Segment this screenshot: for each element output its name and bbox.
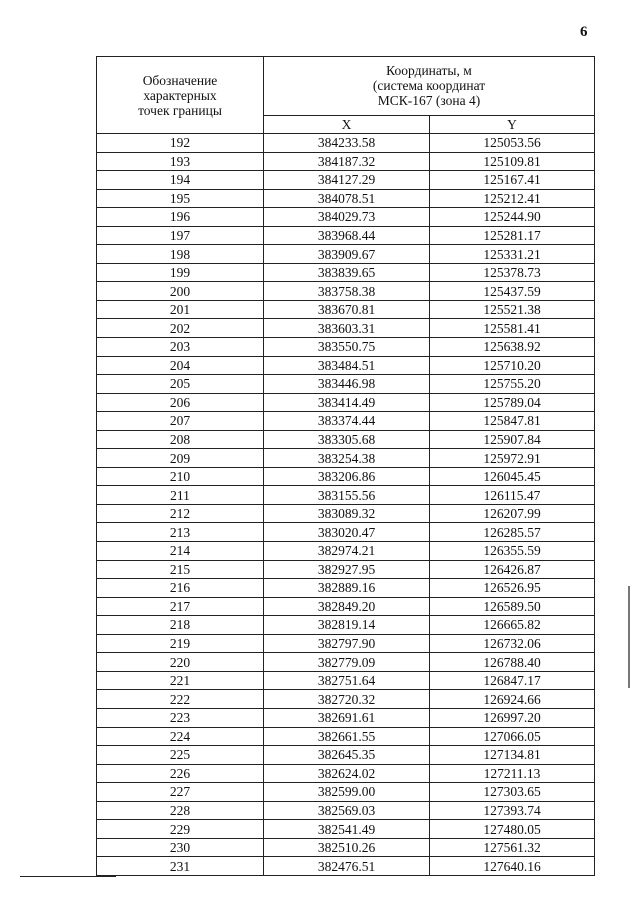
point-number-cell: 220 — [97, 653, 264, 672]
table-row — [97, 727, 595, 746]
point-number-cell: 208 — [97, 430, 264, 449]
point-number-cell: 202 — [97, 319, 264, 338]
y-coordinate-cell: 125581.41 — [430, 319, 595, 338]
x-coordinate-cell: 382751.64 — [264, 671, 430, 690]
x-coordinate-cell: 382797.90 — [264, 634, 430, 653]
point-number-cell: 207 — [97, 412, 264, 431]
y-coordinate-cell: 126589.50 — [430, 597, 595, 616]
x-coordinate-cell: 382599.00 — [264, 783, 430, 802]
point-number-cell: 224 — [97, 727, 264, 746]
x-coordinate-cell: 384127.29 — [264, 171, 430, 190]
y-coordinate-cell: 127561.32 — [430, 838, 595, 857]
table-row — [97, 542, 595, 561]
table-row — [97, 226, 595, 245]
y-coordinate-cell: 126924.66 — [430, 690, 595, 709]
table-row — [97, 245, 595, 264]
table-row — [97, 134, 595, 153]
point-label-line: Обозначение — [142, 72, 218, 88]
footnote-rule — [20, 876, 116, 877]
x-coordinate-cell: 383758.38 — [264, 282, 430, 301]
table-row — [97, 263, 595, 282]
table-row — [97, 300, 595, 319]
x-coordinate-cell: 382645.35 — [264, 746, 430, 765]
y-coordinate-cell: 125972.91 — [430, 449, 595, 468]
table-row — [97, 504, 595, 523]
point-number-cell: 221 — [97, 671, 264, 690]
point-number-cell: 218 — [97, 616, 264, 635]
y-coordinate-cell: 126355.59 — [430, 542, 595, 561]
point-number-cell: 225 — [97, 746, 264, 765]
point-number-cell: 196 — [97, 208, 264, 227]
point-number-cell: 219 — [97, 634, 264, 653]
table-row — [97, 708, 595, 727]
table-row — [97, 560, 595, 579]
x-coordinate-cell: 383603.31 — [264, 319, 430, 338]
x-coordinate-cell: 382849.20 — [264, 597, 430, 616]
point-label-line: точек границы — [138, 102, 222, 118]
y-coordinate-cell: 126788.40 — [430, 653, 595, 672]
x-coordinate-cell: 382541.49 — [264, 820, 430, 839]
x-coordinate-cell: 383155.56 — [264, 486, 430, 505]
x-coordinate-cell: 382720.32 — [264, 690, 430, 709]
x-coordinate-cell: 384029.73 — [264, 208, 430, 227]
point-number-cell: 230 — [97, 838, 264, 857]
point-number-cell: 213 — [97, 523, 264, 542]
y-coordinate-cell: 125907.84 — [430, 430, 595, 449]
x-coordinate-cell: 383550.75 — [264, 338, 430, 357]
table-body — [97, 134, 595, 876]
table-row — [97, 393, 595, 412]
point-number-cell: 192 — [97, 134, 264, 153]
coordinates-header-line: Координаты, м — [386, 63, 472, 79]
x-coordinate-cell: 384187.32 — [264, 152, 430, 171]
table-row — [97, 338, 595, 357]
y-coordinate-cell: 125521.38 — [430, 300, 595, 319]
x-coordinate-cell: 383484.51 — [264, 356, 430, 375]
point-number-cell: 223 — [97, 708, 264, 727]
x-coordinate-cell: 383446.98 — [264, 375, 430, 394]
x-coordinate-cell: 383414.49 — [264, 393, 430, 412]
y-coordinate-cell: 126115.47 — [430, 486, 595, 505]
x-coordinate-cell: 383839.65 — [264, 263, 430, 282]
point-number-cell: 215 — [97, 560, 264, 579]
coordinates-header-line: МСК-167 (зона 4) — [377, 93, 481, 109]
x-coordinate-cell: 382510.26 — [264, 838, 430, 857]
table-row — [97, 579, 595, 598]
point-label-header — [97, 57, 264, 134]
point-number-cell: 209 — [97, 449, 264, 468]
x-coordinate-cell: 382624.02 — [264, 764, 430, 783]
x-coordinate-cell: 383254.38 — [264, 449, 430, 468]
margin-mark — [628, 586, 630, 688]
x-coordinate-cell: 383374.44 — [264, 412, 430, 431]
x-coordinate-cell: 382569.03 — [264, 801, 430, 820]
point-number-cell: 210 — [97, 467, 264, 486]
table-row — [97, 801, 595, 820]
table-row — [97, 467, 595, 486]
point-number-cell: 195 — [97, 189, 264, 208]
y-coordinate-cell: 125710.20 — [430, 356, 595, 375]
point-number-cell: 203 — [97, 338, 264, 357]
table-header — [97, 57, 595, 134]
x-coordinate-cell: 383089.32 — [264, 504, 430, 523]
point-number-cell: 199 — [97, 263, 264, 282]
x-coordinate-cell: 383909.67 — [264, 245, 430, 264]
y-coordinate-cell: 125212.41 — [430, 189, 595, 208]
y-coordinate-cell: 125437.59 — [430, 282, 595, 301]
point-number-cell: 200 — [97, 282, 264, 301]
y-coordinate-cell: 126665.82 — [430, 616, 595, 635]
x-coordinate-cell: 384078.51 — [264, 189, 430, 208]
y-column-header: Y — [430, 115, 595, 133]
point-number-cell: 216 — [97, 579, 264, 598]
point-number-cell: 217 — [97, 597, 264, 616]
table-row — [97, 653, 595, 672]
point-number-cell: 204 — [97, 356, 264, 375]
table-row — [97, 746, 595, 765]
point-number-cell: 194 — [97, 171, 264, 190]
table-row — [97, 189, 595, 208]
x-coordinate-cell: 382476.51 — [264, 857, 430, 876]
table-row — [97, 764, 595, 783]
point-number-cell: 212 — [97, 504, 264, 523]
point-label-line: характерных — [143, 87, 217, 103]
table-row — [97, 616, 595, 635]
x-coordinate-cell: 383670.81 — [264, 300, 430, 319]
point-number-cell: 201 — [97, 300, 264, 319]
table-row — [97, 152, 595, 171]
y-coordinate-cell: 125244.90 — [430, 208, 595, 227]
table-row — [97, 208, 595, 227]
y-coordinate-cell: 126426.87 — [430, 560, 595, 579]
point-number-cell: 197 — [97, 226, 264, 245]
table-row — [97, 783, 595, 802]
table-row — [97, 449, 595, 468]
y-coordinate-cell: 125755.20 — [430, 375, 595, 394]
table-row — [97, 634, 595, 653]
x-coordinate-cell: 383206.86 — [264, 467, 430, 486]
table-row — [97, 375, 595, 394]
y-coordinate-cell: 125167.41 — [430, 171, 595, 190]
y-coordinate-cell: 126045.45 — [430, 467, 595, 486]
table-row — [97, 486, 595, 505]
y-coordinate-cell: 127393.74 — [430, 801, 595, 820]
coordinates-header-line: (система координат — [372, 78, 486, 94]
y-coordinate-cell: 127480.05 — [430, 820, 595, 839]
x-coordinate-cell: 382661.55 — [264, 727, 430, 746]
y-coordinate-cell: 127640.16 — [430, 857, 595, 876]
y-coordinate-cell: 126207.99 — [430, 504, 595, 523]
y-coordinate-cell: 126997.20 — [430, 708, 595, 727]
page-number: 6 — [580, 24, 588, 40]
table-row — [97, 319, 595, 338]
y-coordinate-cell: 125281.17 — [430, 226, 595, 245]
x-coordinate-cell: 383305.68 — [264, 430, 430, 449]
point-number-cell: 226 — [97, 764, 264, 783]
x-coordinate-cell: 383968.44 — [264, 226, 430, 245]
x-coordinate-cell: 382889.16 — [264, 579, 430, 598]
y-coordinate-cell: 125053.56 — [430, 134, 595, 153]
table-row — [97, 356, 595, 375]
table-row — [97, 171, 595, 190]
point-number-cell: 214 — [97, 542, 264, 561]
coordinates-table — [96, 56, 595, 876]
point-number-cell: 211 — [97, 486, 264, 505]
y-coordinate-cell: 125331.21 — [430, 245, 595, 264]
x-coordinate-cell: 383020.47 — [264, 523, 430, 542]
table-row — [97, 597, 595, 616]
point-number-cell: 205 — [97, 375, 264, 394]
x-coordinate-cell: 382927.95 — [264, 560, 430, 579]
table-row — [97, 838, 595, 857]
point-number-cell: 198 — [97, 245, 264, 264]
x-coordinate-cell: 382779.09 — [264, 653, 430, 672]
y-coordinate-cell: 126526.95 — [430, 579, 595, 598]
y-coordinate-cell: 126847.17 — [430, 671, 595, 690]
table-row — [97, 857, 595, 876]
table-row — [97, 523, 595, 542]
table-row — [97, 282, 595, 301]
point-number-cell: 227 — [97, 783, 264, 802]
table-row — [97, 820, 595, 839]
table-row — [97, 690, 595, 709]
x-coordinate-cell: 382691.61 — [264, 708, 430, 727]
point-number-cell: 193 — [97, 152, 264, 171]
point-number-cell: 231 — [97, 857, 264, 876]
x-column-header: X — [264, 115, 430, 133]
y-coordinate-cell: 125638.92 — [430, 338, 595, 357]
table-row — [97, 671, 595, 690]
point-number-cell: 222 — [97, 690, 264, 709]
y-coordinate-cell: 127134.81 — [430, 746, 595, 765]
y-coordinate-cell: 126732.06 — [430, 634, 595, 653]
y-coordinate-cell: 125378.73 — [430, 263, 595, 282]
x-coordinate-cell: 384233.58 — [264, 134, 430, 153]
point-number-cell: 206 — [97, 393, 264, 412]
point-number-cell: 229 — [97, 820, 264, 839]
y-coordinate-cell: 125109.81 — [430, 152, 595, 171]
table-row — [97, 430, 595, 449]
y-coordinate-cell: 125847.81 — [430, 412, 595, 431]
point-number-cell: 228 — [97, 801, 264, 820]
y-coordinate-cell: 125789.04 — [430, 393, 595, 412]
coordinates-group-header — [264, 57, 595, 116]
y-coordinate-cell: 127211.13 — [430, 764, 595, 783]
x-coordinate-cell: 382974.21 — [264, 542, 430, 561]
y-coordinate-cell: 127066.05 — [430, 727, 595, 746]
table-row — [97, 412, 595, 431]
y-coordinate-cell: 127303.65 — [430, 783, 595, 802]
y-coordinate-cell: 126285.57 — [430, 523, 595, 542]
x-coordinate-cell: 382819.14 — [264, 616, 430, 635]
